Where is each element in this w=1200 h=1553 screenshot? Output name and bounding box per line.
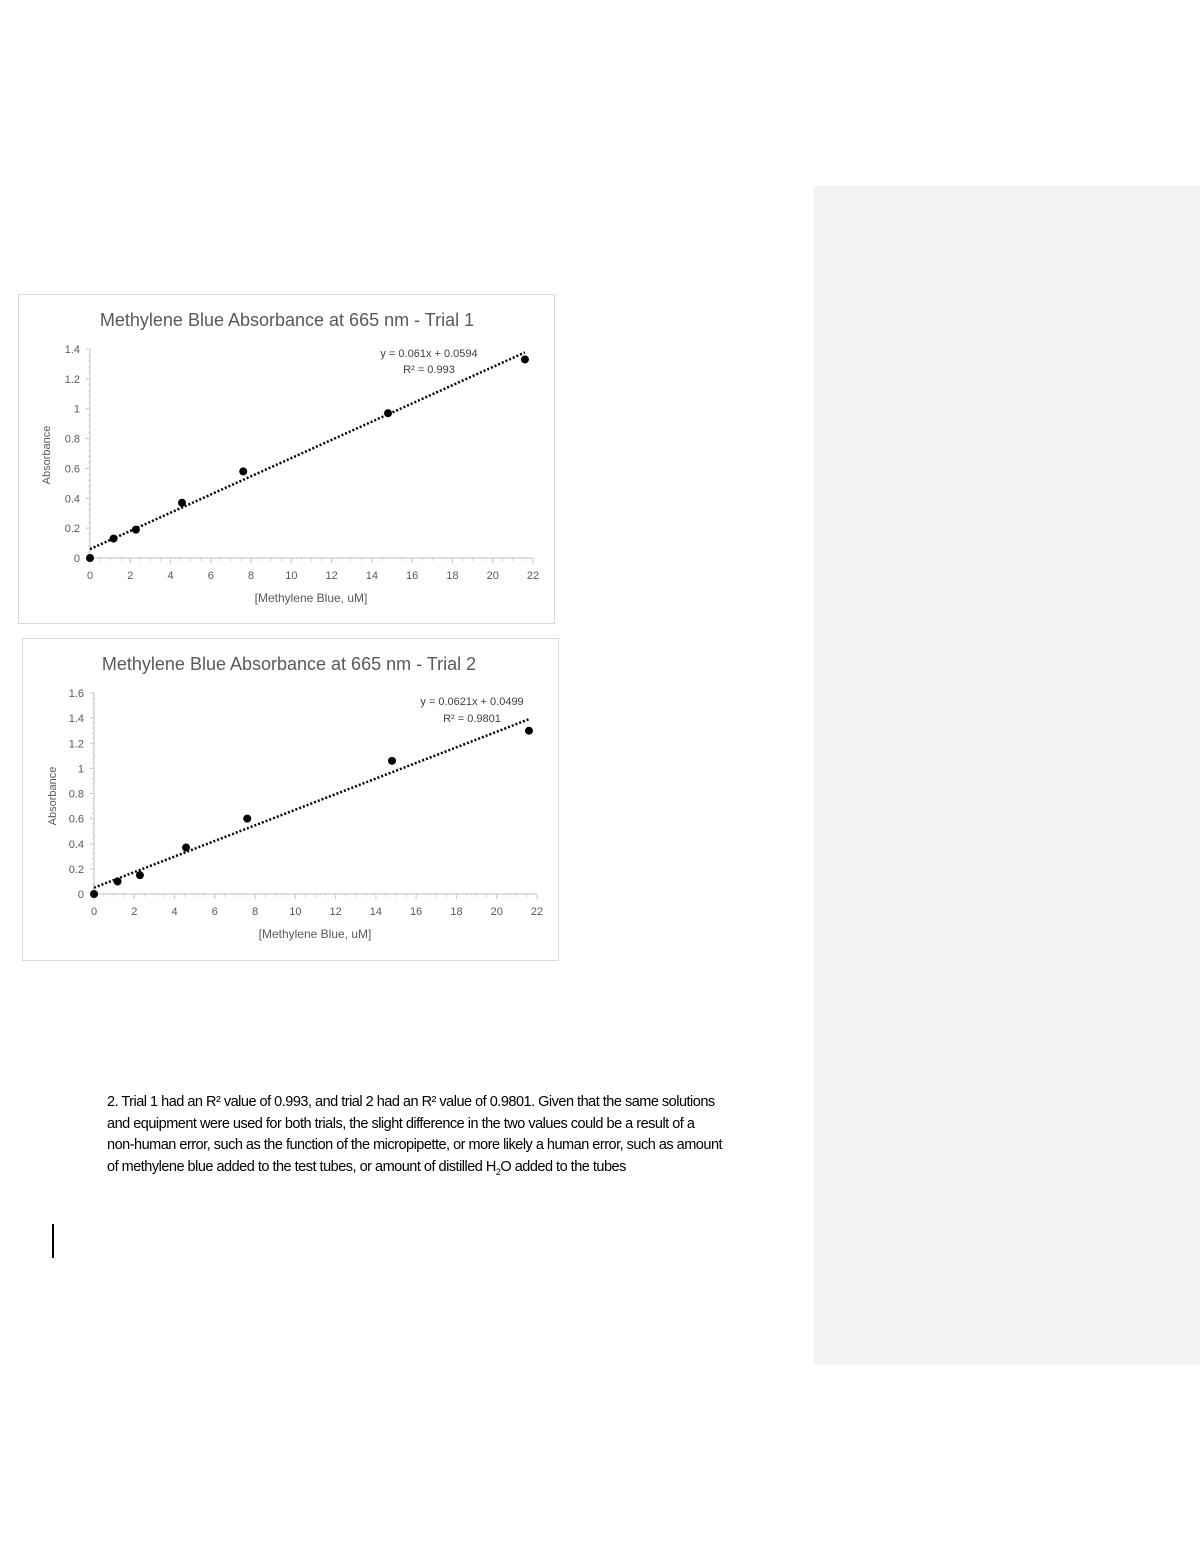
x-tick-label: 14: [365, 570, 379, 582]
data-point: [239, 467, 247, 475]
y-tick-label: 0.8: [68, 788, 84, 801]
x-tick-label: 0: [90, 906, 98, 918]
x-tick-label: 16: [410, 906, 423, 918]
data-point: [86, 554, 94, 562]
y-tick-label: 0: [73, 553, 80, 565]
data-point: [132, 526, 140, 534]
y-tick-label: 1.2: [64, 373, 80, 386]
data-point: [114, 877, 122, 885]
paragraph-line: non-human error, such as the function of the micropipette, or more likely a human error, such as amount: [107, 1137, 723, 1153]
paragraph-line-text: of methylene blue added to the test tubes, or amount of distilled H: [107, 1158, 496, 1175]
y-tick-label: 0.4: [64, 493, 80, 506]
x-tick-label: 2: [127, 570, 134, 582]
x-tick-label: 10: [289, 906, 302, 918]
x-tick-label: 4: [171, 906, 178, 918]
x-tick-label: 20: [486, 570, 499, 582]
chart-trial-1-svg: [19, 295, 556, 625]
paragraph-line: [107, 1157, 807, 1179]
y-tick-label: 1.2: [68, 738, 84, 751]
y-tick-label: 0.6: [64, 463, 80, 476]
x-axis-label: [Methylene Blue, uM]: [258, 927, 372, 941]
comment-pane: [814, 186, 1200, 1365]
x-tick-label: 2: [131, 906, 138, 918]
chart-title: Methylene Blue Absorbance at 665 nm - Trial 2: [101, 654, 477, 674]
x-tick-label: 20: [490, 906, 503, 918]
y-tick-label: 1.4: [64, 344, 80, 356]
paragraph-line: 2. Trial 1 had an R² value of 0.993, and trial 2 had an R² value of 0.9801. Given that the same solutions: [107, 1094, 715, 1110]
paragraph-line-tail: O added to the tubes: [500, 1158, 626, 1175]
trendline-r2: R² = 0.9801: [443, 713, 501, 725]
x-axis-label: [Methylene Blue, uM]: [254, 591, 368, 605]
chart-trial-2: [22, 638, 559, 961]
x-tick-label: 4: [167, 570, 174, 582]
x-tick-label: 22: [530, 906, 544, 918]
chart-title: Methylene Blue Absorbance at 665 nm - Trial 1: [99, 310, 475, 330]
data-point: [384, 409, 392, 417]
trendline: [94, 719, 529, 888]
trendline-r2: R² = 0.993: [403, 364, 455, 376]
x-tick-label: 6: [211, 906, 218, 918]
data-point: [178, 499, 186, 507]
y-tick-label: 0.2: [68, 863, 84, 876]
y-tick-label: 1: [73, 403, 80, 416]
y-tick-label: 0.8: [64, 433, 80, 446]
y-tick-label: 0.2: [64, 523, 80, 536]
y-tick-label: 0.4: [68, 838, 84, 851]
data-point: [110, 535, 118, 543]
x-tick-label: 8: [252, 906, 259, 918]
data-point: [90, 890, 98, 898]
x-tick-label: 16: [406, 570, 419, 582]
x-tick-label: 22: [526, 570, 540, 582]
y-tick-label: 1.4: [68, 713, 84, 726]
x-tick-label: 0: [86, 570, 94, 582]
subscript-2: 2: [495, 1166, 501, 1177]
y-tick-label: 0: [77, 889, 84, 901]
plot-area: [65, 344, 539, 582]
data-point: [388, 757, 396, 765]
x-tick-label: 12: [329, 906, 342, 918]
data-point: [521, 355, 529, 363]
data-point: [525, 727, 533, 735]
y-tick-label: 1: [77, 763, 84, 776]
x-tick-label: 10: [285, 570, 298, 582]
x-tick-label: 18: [446, 570, 459, 582]
text-cursor[interactable]: [52, 1224, 54, 1258]
data-point: [182, 844, 190, 852]
y-tick-label: 0.6: [68, 813, 84, 826]
x-tick-label: 18: [450, 906, 463, 918]
x-tick-label: 14: [369, 906, 383, 918]
data-point: [243, 815, 251, 823]
x-tick-label: 12: [325, 570, 338, 582]
trendline: [90, 352, 525, 549]
trendline-equation: y = 0.0621x + 0.0499: [420, 696, 524, 708]
answer-paragraph: [107, 1092, 807, 1178]
trendline-equation: y = 0.061x + 0.0594: [380, 348, 478, 360]
y-axis-label: Absorbance: [41, 425, 53, 485]
x-tick-label: 6: [207, 570, 214, 582]
chart-trial-1: [18, 294, 555, 624]
y-tick-label: 1.6: [68, 688, 84, 700]
data-point: [136, 871, 144, 879]
y-axis-label: Absorbance: [47, 766, 59, 826]
x-tick-label: 8: [248, 570, 255, 582]
chart-trial-2-svg: [23, 639, 560, 962]
paragraph-line: and equipment were used for both trials, the slight difference in the two values could be a result of a: [107, 1115, 695, 1132]
